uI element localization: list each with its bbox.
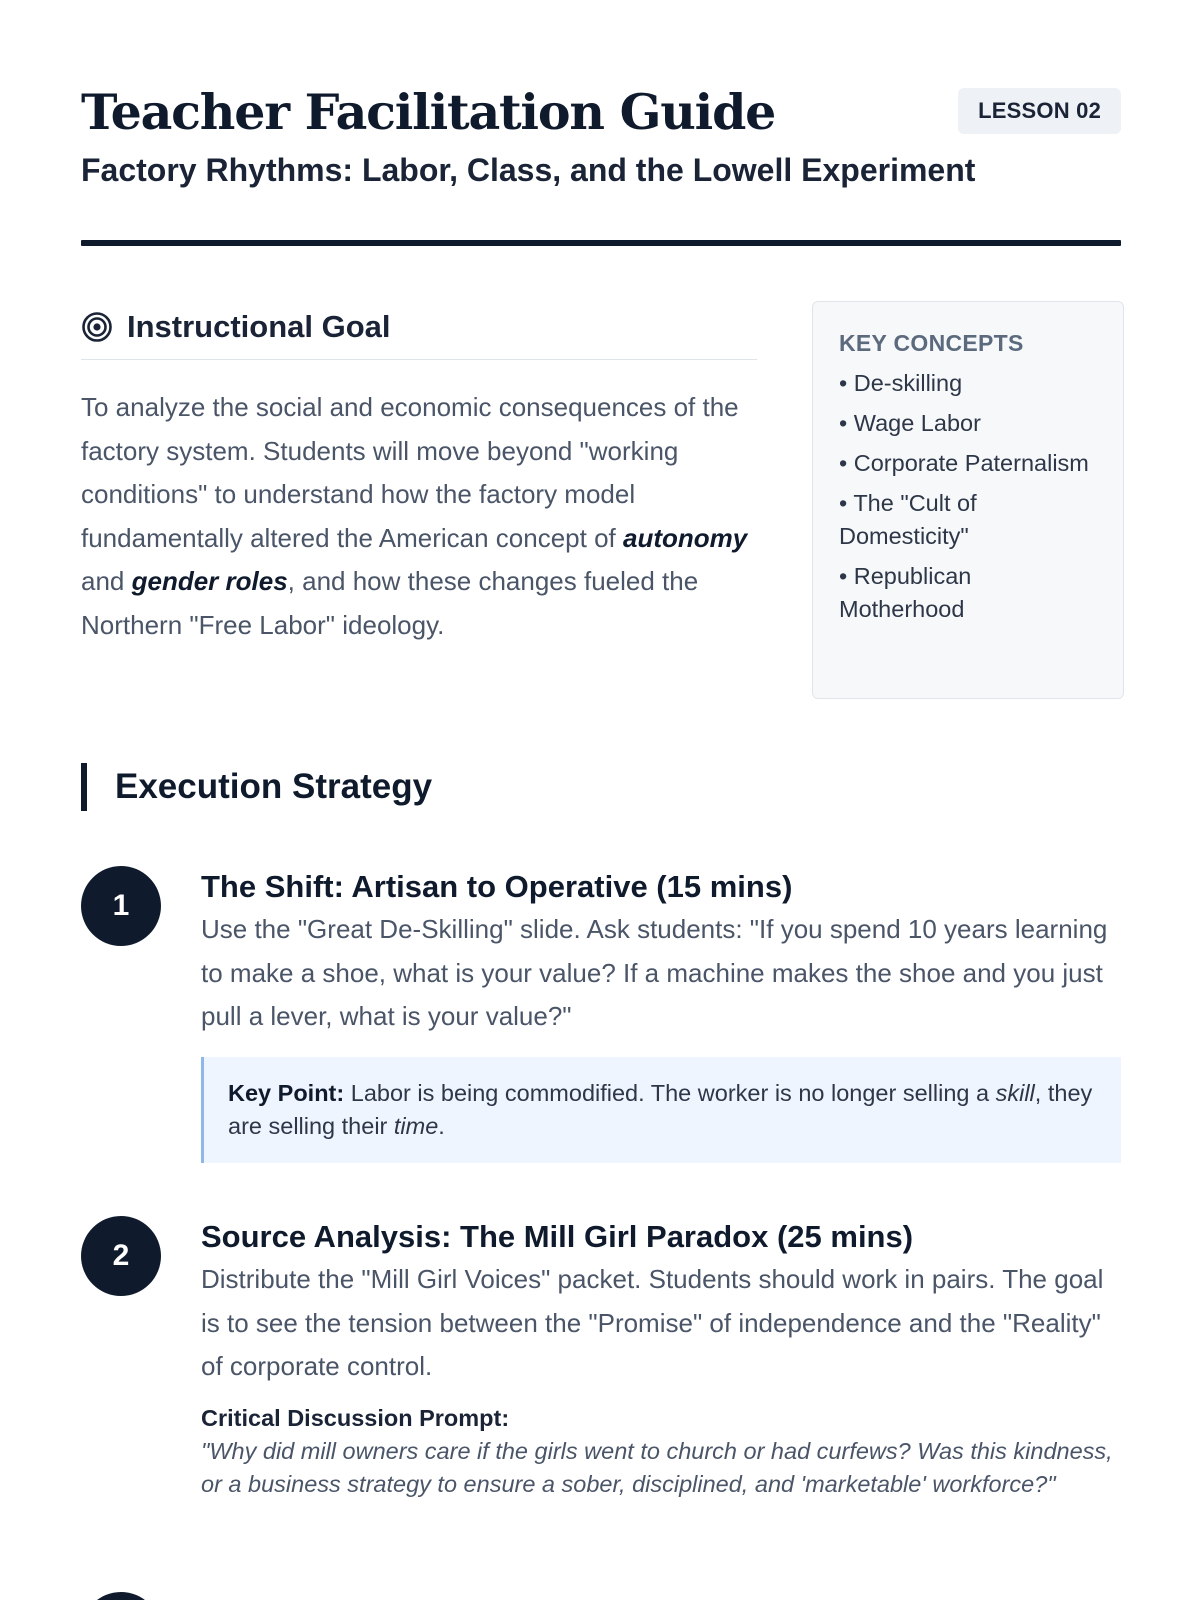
target-icon <box>81 311 113 343</box>
key-concepts-panel <box>812 301 1124 699</box>
heading-accent-bar <box>81 763 87 811</box>
key-point-label: Key Point: <box>228 1079 345 1106</box>
key-point-emphasis: time <box>393 1112 439 1139</box>
goal-text-part: To analyze the social and economic consequences of the factory system. Students will move beyond "working conditions" to understand how the factory model fundamentally altered the American concept of <box>81 392 739 553</box>
instructional-goal-section <box>81 302 757 647</box>
key-point-text: Labor is being commodified. The worker is no longer selling a <box>344 1079 996 1106</box>
key-point-text: . <box>438 1112 445 1139</box>
key-point-text: , they are selling their <box>228 1079 1093 1139</box>
guide-page <box>81 0 1121 1600</box>
guide-header <box>81 78 1121 192</box>
step-title: The Shift: Artisan to Operative (15 mins) <box>201 869 793 904</box>
goal-text-part: and <box>81 566 132 596</box>
goal-heading <box>81 302 757 360</box>
lesson-badge: LESSON 02 <box>958 88 1121 134</box>
page-title: Teacher Facilitation Guide <box>81 83 776 141</box>
step-description: Distribute the "Mill Girl Voices" packet. Students should work in pairs. The goal is to see the tension between the "Promise" of independence and the "Reality" of corporate control. <box>201 1264 1104 1381</box>
execution-strategy-heading <box>81 763 432 811</box>
discussion-prompt-label: Critical Discussion Prompt: <box>201 1404 510 1431</box>
step-number-badge: 1 <box>81 866 161 946</box>
goal-text-part: , and how these changes fueled the Northern "Free Labor" ideology. <box>81 566 699 640</box>
key-point-emphasis: skill <box>995 1079 1035 1106</box>
concept-item: • Wage Labor <box>839 410 981 436</box>
step-number-badge-partial <box>81 1592 161 1600</box>
header-divider <box>81 240 1121 246</box>
concept-item: • De-skilling <box>839 370 963 396</box>
strategy-title: Execution Strategy <box>115 767 433 806</box>
key-concepts-title: KEY CONCEPTS <box>839 330 1024 356</box>
concept-item: • Corporate Paternalism <box>839 450 1089 476</box>
discussion-prompt-text: "Why did mill owners care if the girls went to church or had curfews? Was this kindness, or a business strategy to ensure a sober, disciplined, and 'marketable' workforce?" <box>201 1437 1113 1497</box>
page-subtitle: Factory Rhythms: Labor, Class, and the Lowell Experiment <box>81 152 976 188</box>
goal-emphasis-autonomy: autonomy <box>623 522 748 553</box>
goal-title: Instructional Goal <box>127 308 391 344</box>
step-number-badge: 2 <box>81 1216 161 1296</box>
step-body <box>201 1216 1121 1502</box>
concept-item: • The "Cult of Domesticity" <box>839 490 977 549</box>
key-point-callout <box>201 1057 1121 1163</box>
goal-emphasis-gender-roles: gender roles <box>131 566 288 596</box>
step-description: Use the "Great De-Skilling" slide. Ask students: "If you spend 10 years learning to make a shoe, what is your value? If a machine makes the shoe and you just pull a lever, what is your value?" <box>201 914 1108 1031</box>
step-body <box>201 866 1121 1163</box>
step-title: Source Analysis: The Mill Girl Paradox (25 mins) <box>201 1219 914 1254</box>
goal-text <box>81 386 757 647</box>
concept-item: • Republican Motherhood <box>839 563 972 622</box>
